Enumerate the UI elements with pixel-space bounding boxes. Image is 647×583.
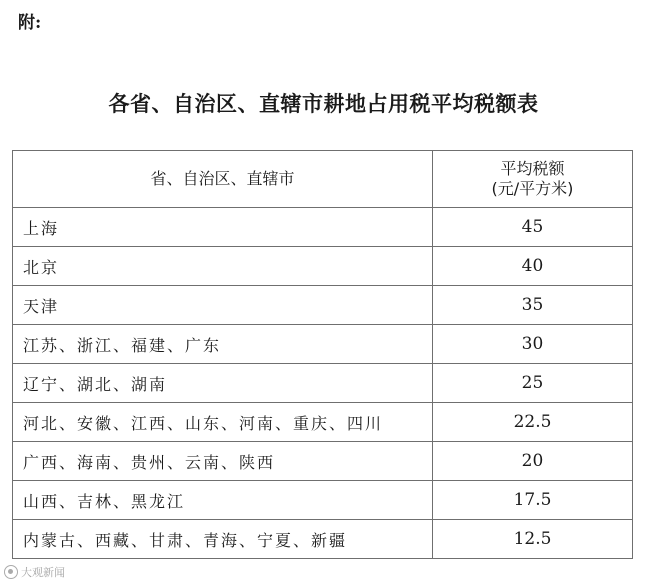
amount-cell: 25 bbox=[433, 364, 633, 403]
amount-cell: 35 bbox=[433, 286, 633, 325]
region-cell: 江苏、浙江、福建、广东 bbox=[13, 325, 433, 364]
header-amount-label: 平均税额 bbox=[500, 159, 565, 178]
region-cell: 广西、海南、贵州、云南、陕西 bbox=[13, 442, 433, 481]
region-cell: 辽宁、湖北、湖南 bbox=[13, 364, 433, 403]
amount-cell: 20 bbox=[433, 442, 633, 481]
region-cell: 河北、安徽、江西、山东、河南、重庆、四川 bbox=[13, 403, 433, 442]
table-row bbox=[13, 403, 633, 442]
region-cell: 北京 bbox=[13, 247, 433, 286]
amount-cell: 12.5 bbox=[433, 520, 633, 559]
table-row bbox=[13, 442, 633, 481]
table-row bbox=[13, 247, 633, 286]
document-title: 各省、自治区、直辖市耕地占用税平均税额表 bbox=[108, 91, 539, 116]
table-row bbox=[13, 364, 633, 403]
table-row bbox=[13, 208, 633, 247]
amount-cell: 22.5 bbox=[433, 403, 633, 442]
annex-label: 附: bbox=[18, 13, 42, 33]
table-header-row bbox=[13, 151, 633, 208]
table-row bbox=[13, 481, 633, 520]
watermark-logo-icon bbox=[4, 565, 18, 579]
amount-cell: 40 bbox=[433, 247, 633, 286]
table-row bbox=[13, 520, 633, 559]
region-cell: 内蒙古、西藏、甘肃、青海、宁夏、新疆 bbox=[13, 520, 433, 559]
amount-cell: 45 bbox=[433, 208, 633, 247]
header-amount-unit: (元/平方米) bbox=[491, 179, 574, 198]
watermark-text: 大观新闻 bbox=[21, 566, 65, 579]
header-amount bbox=[433, 151, 633, 208]
amount-cell: 17.5 bbox=[433, 481, 633, 520]
region-cell: 上海 bbox=[13, 208, 433, 247]
region-cell: 天津 bbox=[13, 286, 433, 325]
table-row bbox=[13, 325, 633, 364]
watermark bbox=[4, 564, 65, 580]
header-region: 省、自治区、直辖市 bbox=[13, 151, 433, 208]
tax-rate-table bbox=[12, 150, 633, 559]
amount-cell: 30 bbox=[433, 325, 633, 364]
region-cell: 山西、吉林、黑龙江 bbox=[13, 481, 433, 520]
table-row bbox=[13, 286, 633, 325]
